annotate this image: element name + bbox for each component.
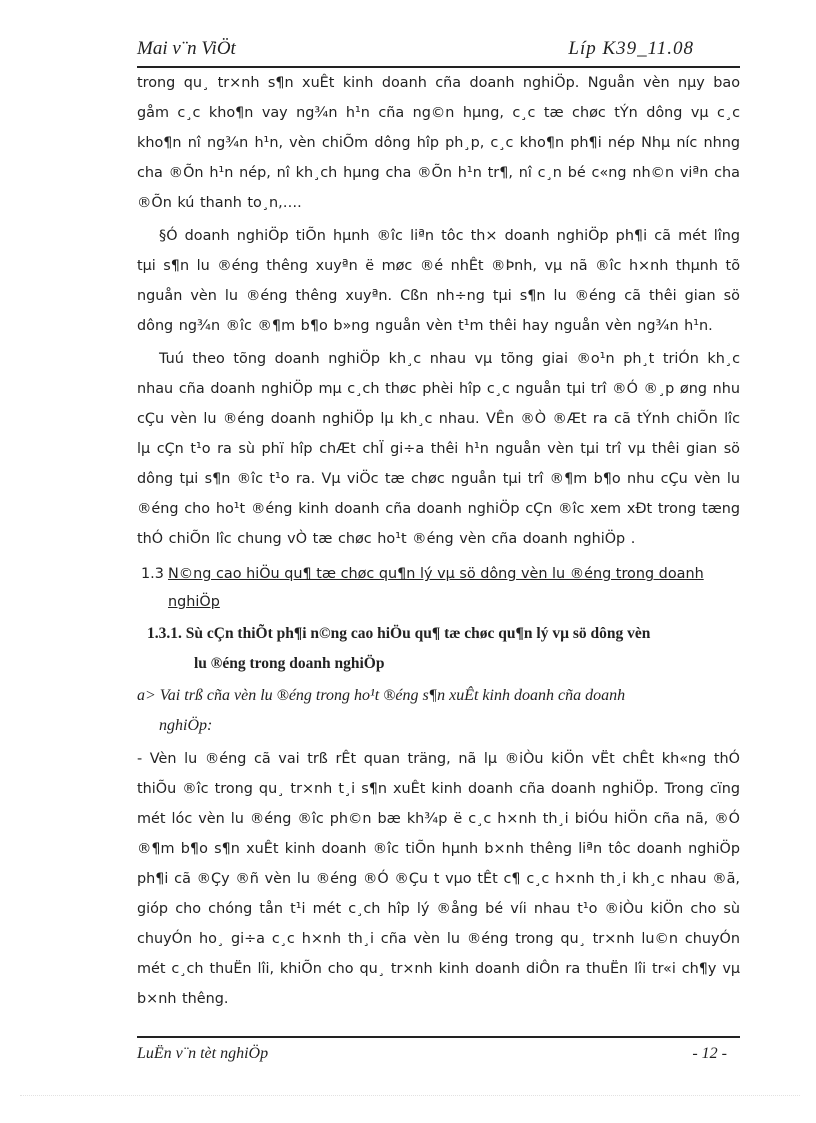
paragraph-2: §Ó doanh nghiÖp tiÕn hµnh ®îc liªn tôc th× doanh nghiÖp ph¶i cã mét lîng tµi s¶n lu ®éng thêng xuyªn ë møc ®é nhÊt ®Þnh, vµ nã ®îc h×nh thµnh tõ nguån vèn lu ®éng thêng xuyªn. Cßn nh÷ng tµi s¶n lu ®éng cã thêi gian sö dông ng¾n ®îc ®¶m b¶o b»ng nguån vèn t¹m thêi hay nguån vèn ng¾n h¹n. <box>137 228 740 334</box>
section-number: 1.3 <box>141 566 164 582</box>
item-heading-a <box>137 681 740 741</box>
page-header <box>137 36 738 66</box>
item-heading-line2: nghiÖp: <box>159 717 213 734</box>
footer-title: LuËn v¨n tèt nghiÖp <box>137 1045 269 1062</box>
subsection-heading-1-3-1 <box>137 619 740 679</box>
section-heading-1-3 <box>137 560 740 616</box>
footer-rule <box>137 1036 740 1038</box>
paragraph-1: trong qu¸ tr×nh s¶n xuÊt kinh doanh cña doanh nghiÖp. Nguån vèn nµy bao gåm c¸c kho¶n vay ng¾n h¹n cña ng©n hµng, c¸c tæ chøc tÝn dông vµ c¸c kho¶n nî ng¾n h¹n, vèn chiÕm dông hîp ph¸p, c¸c kho¶n ph¶i nép Nhµ níc nhng cha ®Õn h¹n nép, nî kh¸ch hµng cha ®Õn h¹n tr¶, nî c¸n bé c«ng nh©n viªn cha ®Õn kú thanh to¸n,…. <box>137 75 740 211</box>
page-footer <box>137 1045 737 1069</box>
page-body <box>137 68 740 1014</box>
page-edge-dotted-line <box>20 1095 800 1096</box>
subsection-title-line2: lu ®éng trong doanh nghiÖp <box>194 655 385 672</box>
paragraph-3: Tuú theo tõng doanh nghiÖp kh¸c nhau vµ tõng giai ®o¹n ph¸t triÓn kh¸c nhau cña doanh nghiÖp mµ c¸ch thøc phèi hîp c¸c nguån tµi trî ®Ó ®¸p øng nhu cÇu vèn lu ®éng doanh nghiÖp lµ kh¸c nhau. VÊn ®Ò ®Æt ra cã tÝnh chiÕn lîc lµ cÇn t¹o ra sù phï hîp chÆt chÏ gi÷a thêi h¹n nguån vèn tµi trî vµ thêi gian sö dông tµi s¶n ®îc t¹o ra. Vµ viÖc tæ chøc nguån tµi trî ®¶m b¶o nhu cÇu vèn lu ®éng cho ho¹t ®éng kinh doanh cña doanh nghiÖp cÇn ®îc xem xÐt trong tæng thÓ chiÕn lîc chung vÒ tæ chøc ho¹t ®éng vèn cña doanh nghiÖp . <box>137 351 740 547</box>
paragraph-4: - Vèn lu ®éng cã vai trß rÊt quan träng, nã lµ ®iÒu kiÖn vËt chÊt kh«ng thÓ thiÕu ®îc trong qu¸ tr×nh t¸i s¶n xuÊt kinh doanh cña doanh nghiÖp. Trong cïng mét lóc vèn lu ®éng ®îc ph©n bæ kh¾p ë c¸c h×nh th¸i biÓu hiÖn cña nã, ®Ó ®¶m b¶o s¶n xuÊt kinh doanh ®îc tiÕn hµnh b×nh thêng liªn tôc doanh nghiÖp ph¶i cã ®Çy ®ñ vèn lu ®éng ®Ó ®Çu t vµo tÊt c¶ c¸c h×nh th¸i kh¸c nhau ®ã, gióp cho chóng tån t¹i mét c¸ch hîp lý ®ång bé víi nhau t¹o ®iÒu kiÖn cho sù chuyÓn ho¸ gi÷a c¸c h×nh th¸i cña vèn lu ®éng trong qu¸ tr×nh lu©n chuyÓn mét c¸ch thuËn lîi, khiÕn cho qu¸ tr×nh kinh doanh diÔn ra thuËn lîi tr«i ch¶y vµ b×nh thêng. <box>137 751 740 1007</box>
item-heading-line1: a> Vai trß cña vèn lu ®éng trong ho¹t ®éng s¶n xuÊt kinh doanh cña doanh <box>137 687 626 704</box>
header-class: Líp K39_11.08 <box>568 38 694 59</box>
page-number: - 12 - <box>692 1045 727 1062</box>
section-title: N©ng cao hiÖu qu¶ tæ chøc qu¶n lý vµ sö dông vèn lu ®éng trong doanh nghiÖp <box>168 566 704 610</box>
header-author: Mai v¨n ViÖt <box>137 38 236 59</box>
subsection-title-line1: 1.3.1. Sù cÇn thiÕt ph¶i n©ng cao hiÖu qu¶ tæ chøc qu¶n lý vµ sö dông vèn <box>147 625 651 642</box>
